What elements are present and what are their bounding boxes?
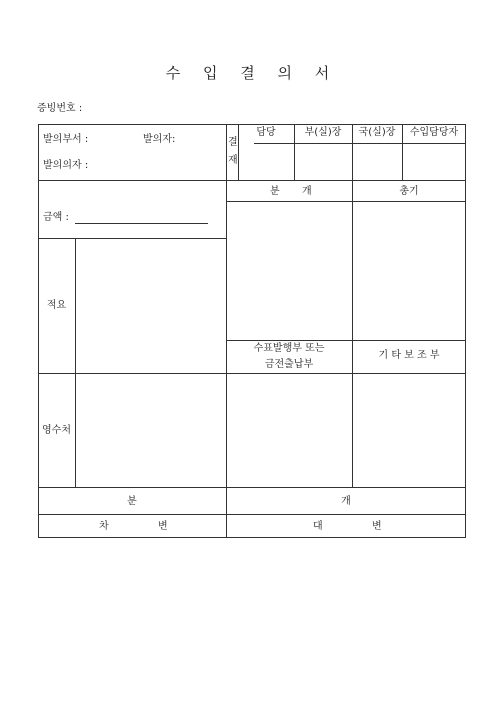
rule <box>226 124 227 538</box>
rule <box>226 201 466 202</box>
bottom-journal-label-1: 분 <box>127 496 137 507</box>
debit-label-1: 차 <box>99 521 109 532</box>
approver-3: 국(실)장 <box>358 127 396 138</box>
rule <box>38 238 226 239</box>
proposal-date-label: 발의의자 : <box>43 160 89 171</box>
journal-header-1: 분 <box>270 186 280 197</box>
rule <box>352 180 353 487</box>
approval-label-1: 결 <box>228 137 238 148</box>
approver-2: 부(실)장 <box>304 127 342 138</box>
rule <box>38 180 226 181</box>
credit-label-1: 대 <box>313 521 323 532</box>
debit-label-2: 변 <box>158 521 168 532</box>
proposing-dept-label: 발의부서 : <box>43 134 89 145</box>
rule <box>38 373 466 374</box>
rule <box>38 514 466 515</box>
check-book-label-2: 금전출납부 <box>264 359 314 370</box>
rule <box>75 238 76 487</box>
rule <box>226 180 466 181</box>
rule <box>226 340 466 341</box>
summary-label: 적요 <box>46 300 67 311</box>
ledger-header: 총기 <box>399 186 419 197</box>
proposer-label: 발의자: <box>143 134 176 145</box>
rule <box>38 487 466 488</box>
approval-label-2: 재 <box>228 155 238 166</box>
amount-underline <box>75 223 208 224</box>
approver-1: 담당 <box>256 127 276 138</box>
other-book-label: 기 타 보 조 부 <box>378 350 440 361</box>
payer-label: 영수처 <box>42 425 71 436</box>
evidence-number-label: 증빙번호 : <box>37 103 83 114</box>
rule <box>254 143 466 144</box>
journal-header-2: 개 <box>302 186 312 197</box>
approver-4: 수입담당자 <box>409 127 459 138</box>
form-title: 수 입 결 의 서 <box>165 64 339 82</box>
check-book-label-1: 수표발행부 또는 <box>253 343 325 354</box>
credit-label-2: 변 <box>372 521 382 532</box>
bottom-journal-label-2: 개 <box>341 496 351 507</box>
amount-label: 금액 : <box>43 212 69 223</box>
